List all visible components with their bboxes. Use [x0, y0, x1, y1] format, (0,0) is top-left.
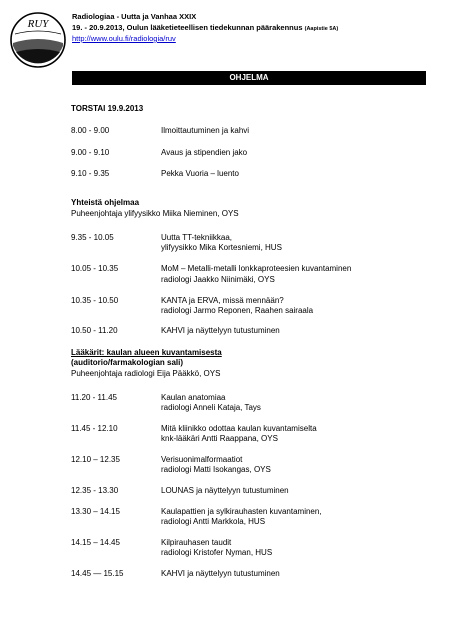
item-time: 8.00 - 9.00 [71, 126, 110, 135]
item-desc: KANTA ja ERVA, missä mennään? [161, 296, 284, 305]
item-desc: MoM – Metalli-metalli lonkkaproteesien kuvantaminen [161, 264, 352, 273]
program-banner: OHJELMA [72, 71, 426, 85]
session2-title: Lääkärit: kaulan alueen kuvantamisesta [71, 348, 222, 357]
item-time: 9.00 - 9.10 [71, 148, 110, 157]
item-desc: Kaulapattien ja sylkirauhasten kuvantaminen, [161, 507, 322, 516]
day-heading: TORSTAI 19.9.2013 [71, 104, 144, 113]
ruv-logo-icon [8, 10, 68, 70]
item-time: 10.05 - 10.35 [71, 264, 119, 273]
session1-chair: Puheenjohtaja ylifyysikko Miika Nieminen, OYS [71, 209, 239, 218]
item-time: 9.10 - 9.35 [71, 169, 110, 178]
item-time: 9.35 - 10.05 [71, 233, 114, 242]
item-desc: Verisuonimalformaatiot [161, 455, 243, 464]
item-time: 14.15 – 14.45 [71, 538, 120, 547]
item-time: 11.45 - 12.10 [71, 424, 118, 433]
item-speaker: ylifyysikko Mika Kortesniemi, HUS [161, 243, 282, 252]
item-desc: Avaus ja stipendien jako [161, 148, 248, 157]
item-speaker: knk-lääkäri Antti Raappana, OYS [161, 434, 278, 443]
item-desc: Uutta TT-tekniikkaa, [161, 233, 232, 242]
item-desc: Pekka Vuoria – luento [161, 169, 239, 178]
header-url-link[interactable]: http://www.oulu.fi/radiologia/ruv [72, 34, 176, 43]
item-time: 10.35 - 10.50 [71, 296, 119, 305]
item-speaker: radiologi Kristofer Nyman, HUS [161, 548, 273, 557]
item-desc: LOUNAS ja näyttelyyn tutustuminen [161, 486, 289, 495]
header-venue-address: (Aapistie 5A) [304, 25, 339, 32]
item-speaker: radiologi Matti Isokangas, OYS [161, 465, 271, 474]
header-venue-text: 19. - 20.9.2013, Oulun lääketieteellisen tiedekunnan päärakennus [72, 22, 303, 32]
session1-title: Yhteistä ohjelmaa [71, 198, 140, 207]
item-desc: Ilmoittautuminen ja kahvi [161, 126, 250, 135]
session2-location: (auditorio/farmakologian sali) [71, 358, 184, 367]
item-desc: KAHVI ja näyttelyyn tutustuminen [161, 569, 280, 578]
item-speaker: radiologi Jarmo Reponen, Raahen sairaala [161, 306, 314, 315]
header-venue [72, 23, 338, 35]
item-time: 10.50 - 11.20 [71, 326, 118, 335]
header [72, 12, 338, 45]
logo-text: RUY [27, 18, 49, 30]
item-time: 12.10 – 12.35 [71, 455, 120, 464]
item-speaker: radiologi Anneli Kataja, Tays [161, 403, 261, 412]
item-desc: Kilpirauhasen taudit [161, 538, 232, 547]
item-speaker: radiologi Jaakko Niinimäki, OYS [161, 275, 275, 284]
item-desc: KAHVI ja näyttelyyn tutustuminen [161, 326, 280, 335]
item-speaker: radiologi Antti Markkola, HUS [161, 517, 266, 526]
item-time: 14.45 — 15.15 [71, 569, 124, 578]
item-desc: Mitä kliinikko odottaa kaulan kuvantamiselta [161, 424, 317, 433]
header-title: Radiologiaa - Uutta ja Vanhaa XXIX [72, 12, 197, 21]
item-time: 11.20 - 11.45 [71, 393, 117, 402]
item-desc: Kaulan anatomiaa [161, 393, 226, 402]
item-time: 13.30 – 14.15 [71, 507, 120, 516]
item-time: 12.35 - 13.30 [71, 486, 119, 495]
session2-chair: Puheenjohtaja radiologi Eija Pääkkö, OYS [71, 369, 221, 378]
